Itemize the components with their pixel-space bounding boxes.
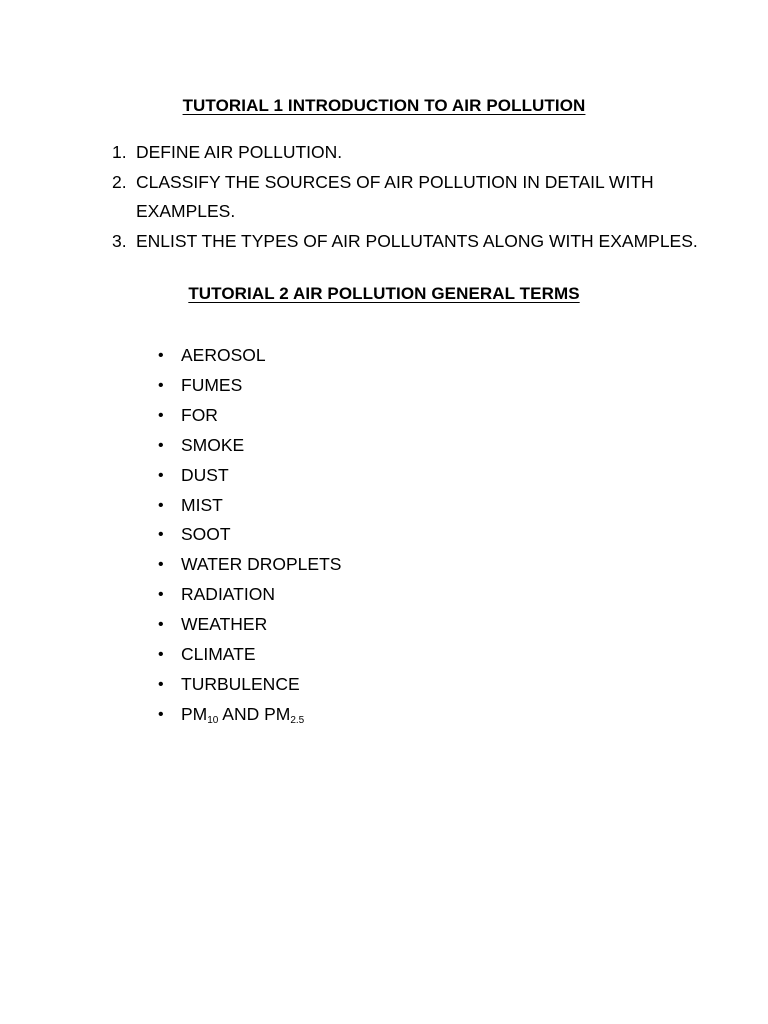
term-text: CLIMATE: [181, 644, 256, 665]
term-text: DUST: [181, 464, 229, 485]
term-text: WATER DROPLETS: [181, 554, 342, 575]
bullet-icon: •: [158, 436, 164, 454]
question-text: ENLIST THE TYPES OF AIR POLLUTANTS ALONG WITH EXAMPLES.: [136, 230, 698, 251]
term-text: AEROSOL: [181, 345, 266, 365]
bullet-icon: •: [158, 586, 164, 604]
term-text: SMOKE: [181, 434, 245, 455]
bullet-icon: •: [158, 496, 164, 514]
term-item: [158, 401, 341, 431]
bullet-icon: •: [158, 406, 164, 424]
bullet-icon: •: [158, 466, 164, 484]
bullet-icon: •: [158, 675, 164, 693]
bullet-icon: •: [158, 376, 164, 394]
question-number: 2.: [112, 171, 127, 192]
question-item: [112, 227, 712, 257]
term-item: [158, 520, 341, 550]
term-text: MIST: [181, 494, 223, 515]
tutorial-1-title: TUTORIAL 1 INTRODUCTION TO AIR POLLUTION: [182, 96, 586, 115]
pm10-label: PM: [181, 703, 208, 724]
bullet-icon: •: [158, 556, 164, 574]
term-item: [158, 431, 341, 461]
term-item: [158, 580, 341, 610]
pm25-subscript: 2.5: [290, 714, 305, 726]
term-text: TURBULENCE: [181, 673, 300, 694]
question-text: CLASSIFY THE SOURCES OF AIR POLLUTION IN DETAIL WITH EXAMPLES.: [136, 171, 654, 221]
term-item: [158, 461, 341, 491]
term-item: [158, 491, 341, 521]
term-item: [158, 610, 341, 640]
pm10-subscript: 10: [207, 714, 219, 726]
bullet-icon: •: [158, 646, 164, 664]
tutorial-2-term-list: [158, 341, 341, 736]
bullet-icon: •: [158, 616, 164, 634]
last-term-item: [158, 700, 341, 736]
bullet-icon: •: [158, 526, 164, 544]
bullet-icon: •: [158, 705, 164, 723]
question-number: 3.: [112, 230, 127, 251]
pm25-label: PM: [264, 703, 291, 724]
term-text: WEATHER: [181, 614, 268, 635]
question-text: DEFINE AIR POLLUTION.: [136, 142, 343, 162]
question-item: [112, 168, 656, 227]
question-number: 1.: [112, 142, 127, 162]
term-text: RADIATION: [181, 584, 275, 605]
term-text: FOR: [181, 404, 218, 425]
and-text: AND: [218, 703, 265, 724]
bullet-icon: •: [158, 347, 164, 364]
term-item: [158, 640, 341, 670]
term-text: SOOT: [181, 524, 231, 545]
term-item: [158, 341, 341, 371]
tutorial-2-title: TUTORIAL 2 AIR POLLUTION GENERAL TERMS: [188, 284, 580, 303]
term-item: [158, 371, 341, 401]
term-item: [158, 550, 341, 580]
term-text: FUMES: [181, 374, 243, 395]
question-item: [112, 138, 712, 168]
term-item: [158, 670, 341, 700]
tutorial-1-question-list: [112, 138, 712, 256]
